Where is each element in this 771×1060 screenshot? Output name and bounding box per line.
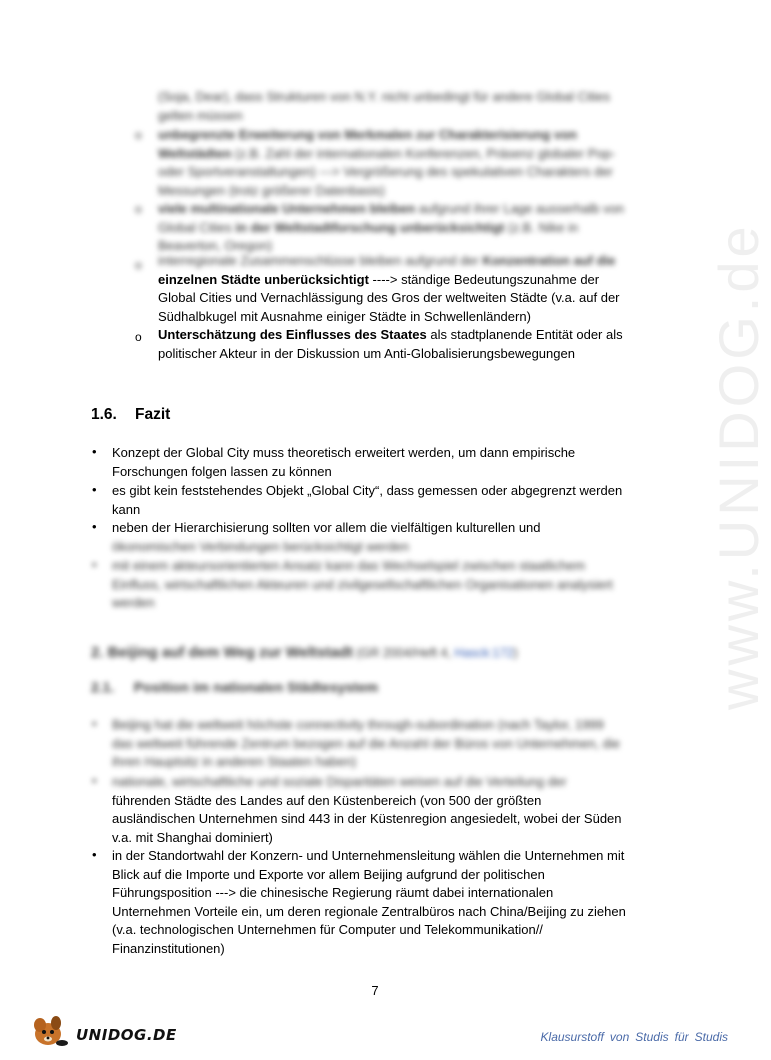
text: ----> ständige Bedeutungszunahme der [368, 271, 600, 287]
list-item [112, 519, 541, 556]
bold-text: unbegrenzte Erweiterung von Merkmalen zur Charakterisierung von [158, 127, 577, 142]
text-line: in der Standortwahl der Konzern- und Unternehmensleitung wählen die Unternehmen mit [112, 848, 625, 863]
text-line: (v.a. technologischen Unternehmen für Computer und Telekommunikation// [112, 922, 543, 937]
list-item [112, 482, 622, 519]
text-line: oder Sportveranstaltungen) ---> Vergrößerung des spekulativen Charakters der [158, 164, 613, 179]
bold-text: viele multinationale Unternehmen bleiben [158, 201, 416, 216]
unidog-logo[interactable] [26, 1012, 176, 1048]
text-line: gelten müssen [158, 107, 243, 123]
text-line: Finanzinstitutionen) [112, 940, 225, 956]
text-line: führenden Städte des Landes auf den Küstenbereich (von 500 der größten [112, 792, 542, 808]
section-title: 2. Beijing auf dem Weg zur Weltstadt [91, 644, 353, 661]
watermark: www.UNIDOG.de [707, 222, 770, 710]
bold-text: Unterschätzung des Einflusses des Staates [158, 327, 427, 342]
tagline-word: Studis [635, 1030, 669, 1044]
tagline-word: von [609, 1030, 630, 1044]
text-line: es gibt kein feststehendes Objekt „Global City“, dass gemessen oder abgegrenzt werden [112, 483, 623, 498]
continuation-text [158, 88, 610, 125]
bold-text: Konzentration auf die [482, 253, 616, 268]
tagline-word: Studis [694, 1030, 728, 1044]
text: (z.B. Zahl der internationalen Konferenzen, Präsenz globaler Pop- [231, 145, 616, 161]
text-line: Beaverton, Oregon) [158, 238, 273, 253]
text: aufgrund ihrer Lage ausserhalb von [415, 201, 625, 216]
text-line: Forschungen folgen lassen zu können [112, 463, 332, 479]
tagline [535, 1030, 728, 1044]
page-number: 7 [371, 983, 379, 998]
dog-icon [26, 1012, 76, 1048]
reference-link[interactable]: Hasck:172 [454, 646, 514, 660]
text: (z.B. Nike in [504, 219, 579, 235]
section-heading [91, 406, 170, 424]
text-line: mit einem akteursorientierten Ansatz kann das Wechselspiel zwischen staatlichem [112, 558, 586, 573]
list-item [158, 252, 620, 326]
list-item [112, 847, 626, 958]
text-line: ihren Hauptsitz in anderen Staaten haben) [112, 754, 357, 769]
text-line: nationale, wirtschaftliche und soziale Disparitäten weisen auf die Verteilung der [112, 774, 567, 789]
text-line: Global Cities und Vernachlässigung des Gros der weltweiten Städte (v.a. auf der [158, 290, 620, 305]
tagline-word: Klausurstoff [540, 1030, 604, 1044]
list-bullet: o [135, 258, 142, 272]
text-line: (Soja, Dear), dass Strukturen von N.Y. nicht unbedingt für andere Global Cities [158, 89, 611, 104]
list-item [112, 716, 620, 772]
text-line: politischer Akteur in der Diskussion um Anti-Globalisierungsbewegungen [158, 345, 575, 361]
reference: ) [513, 646, 518, 660]
list-item [158, 326, 623, 363]
list-bullet: • [92, 482, 97, 497]
list-bullet: o [135, 202, 142, 216]
section-number: 1.6. [91, 406, 117, 423]
text: interregionale Zusammenschlüsse bleiben aufgrund der [158, 253, 483, 268]
section-heading [91, 644, 518, 661]
list-item [158, 126, 615, 200]
bold-text: Weltstädten [158, 145, 232, 161]
list-item [112, 557, 613, 613]
list-bullet: o [135, 128, 142, 142]
text-line: Führungsposition ---> die chinesische Regierung räumt dabei internationalen [112, 885, 554, 900]
text-line: kann [112, 501, 141, 517]
bold-text: in der Weltstadtforschung unberücksichtigt [235, 219, 505, 235]
text-line: Messungen (trotz größerer Datenbasis) [158, 182, 385, 198]
logo-text: UNIDOG.DE [76, 1026, 177, 1044]
text-line: ausländischen Unternehmen sind 443 in der Küstenregion angesiedelt, wobei der Süden [112, 811, 622, 826]
text-line: Beijing hat die weltweit höchste connectivity through-subordination (nach Taylor, 1999 [112, 717, 604, 732]
text-line: das weltweit führende Zentrum bezogen auf die Anzahl der Büros von Unternehmen, die [112, 735, 621, 751]
list-bullet: • [92, 519, 97, 534]
list-bullet: • [92, 444, 97, 459]
text-line: neben der Hierarchisierung sollten vor allem die vielfältigen kulturellen und [112, 520, 541, 535]
text-line: ökonomischen Verbindungen berücksichtigt werden [112, 538, 410, 554]
bold-text: einzelnen Städte unberücksichtigt [158, 271, 369, 287]
list-item [112, 773, 622, 847]
text-line: werden [112, 595, 155, 610]
text-line: Blick auf die Importe und Exporte vor allem Beijing aufgrund der politischen [112, 866, 545, 882]
list-item [158, 200, 624, 256]
text-line: Unternehmen Vorteile ein, um deren regionale Zentralbüros nach China/Beijing zu ziehen [112, 903, 626, 919]
list-bullet: • [92, 847, 97, 862]
tagline-word: für [674, 1030, 689, 1044]
list-item [112, 444, 575, 481]
list-bullet: • [92, 557, 97, 572]
text-line: Konzept der Global City muss theoretisch erweitert werden, um dann empirische [112, 445, 576, 460]
text: als stadtplanende Entität oder als [426, 327, 623, 342]
list-bullet: • [92, 773, 97, 788]
section-title: Fazit [135, 406, 171, 423]
list-bullet: o [135, 330, 142, 344]
subsection-heading: 2.1. Position im nationalen Städtesystem [91, 679, 379, 695]
text-line: Südhalbkugel mit Ausnahme einiger Städte in Schwellenländern) [158, 308, 531, 324]
text-line: v.a. mit Shanghai dominiert) [112, 829, 273, 845]
reference: (GR 2004/Heft 4, [352, 646, 455, 660]
list-bullet: • [92, 716, 97, 731]
text: Global Cities [158, 219, 236, 235]
text-line: Einfluss, wirtschaftlichen Akteuren und zivilgesellschaftlichen Organisationen analysiert [112, 576, 613, 592]
